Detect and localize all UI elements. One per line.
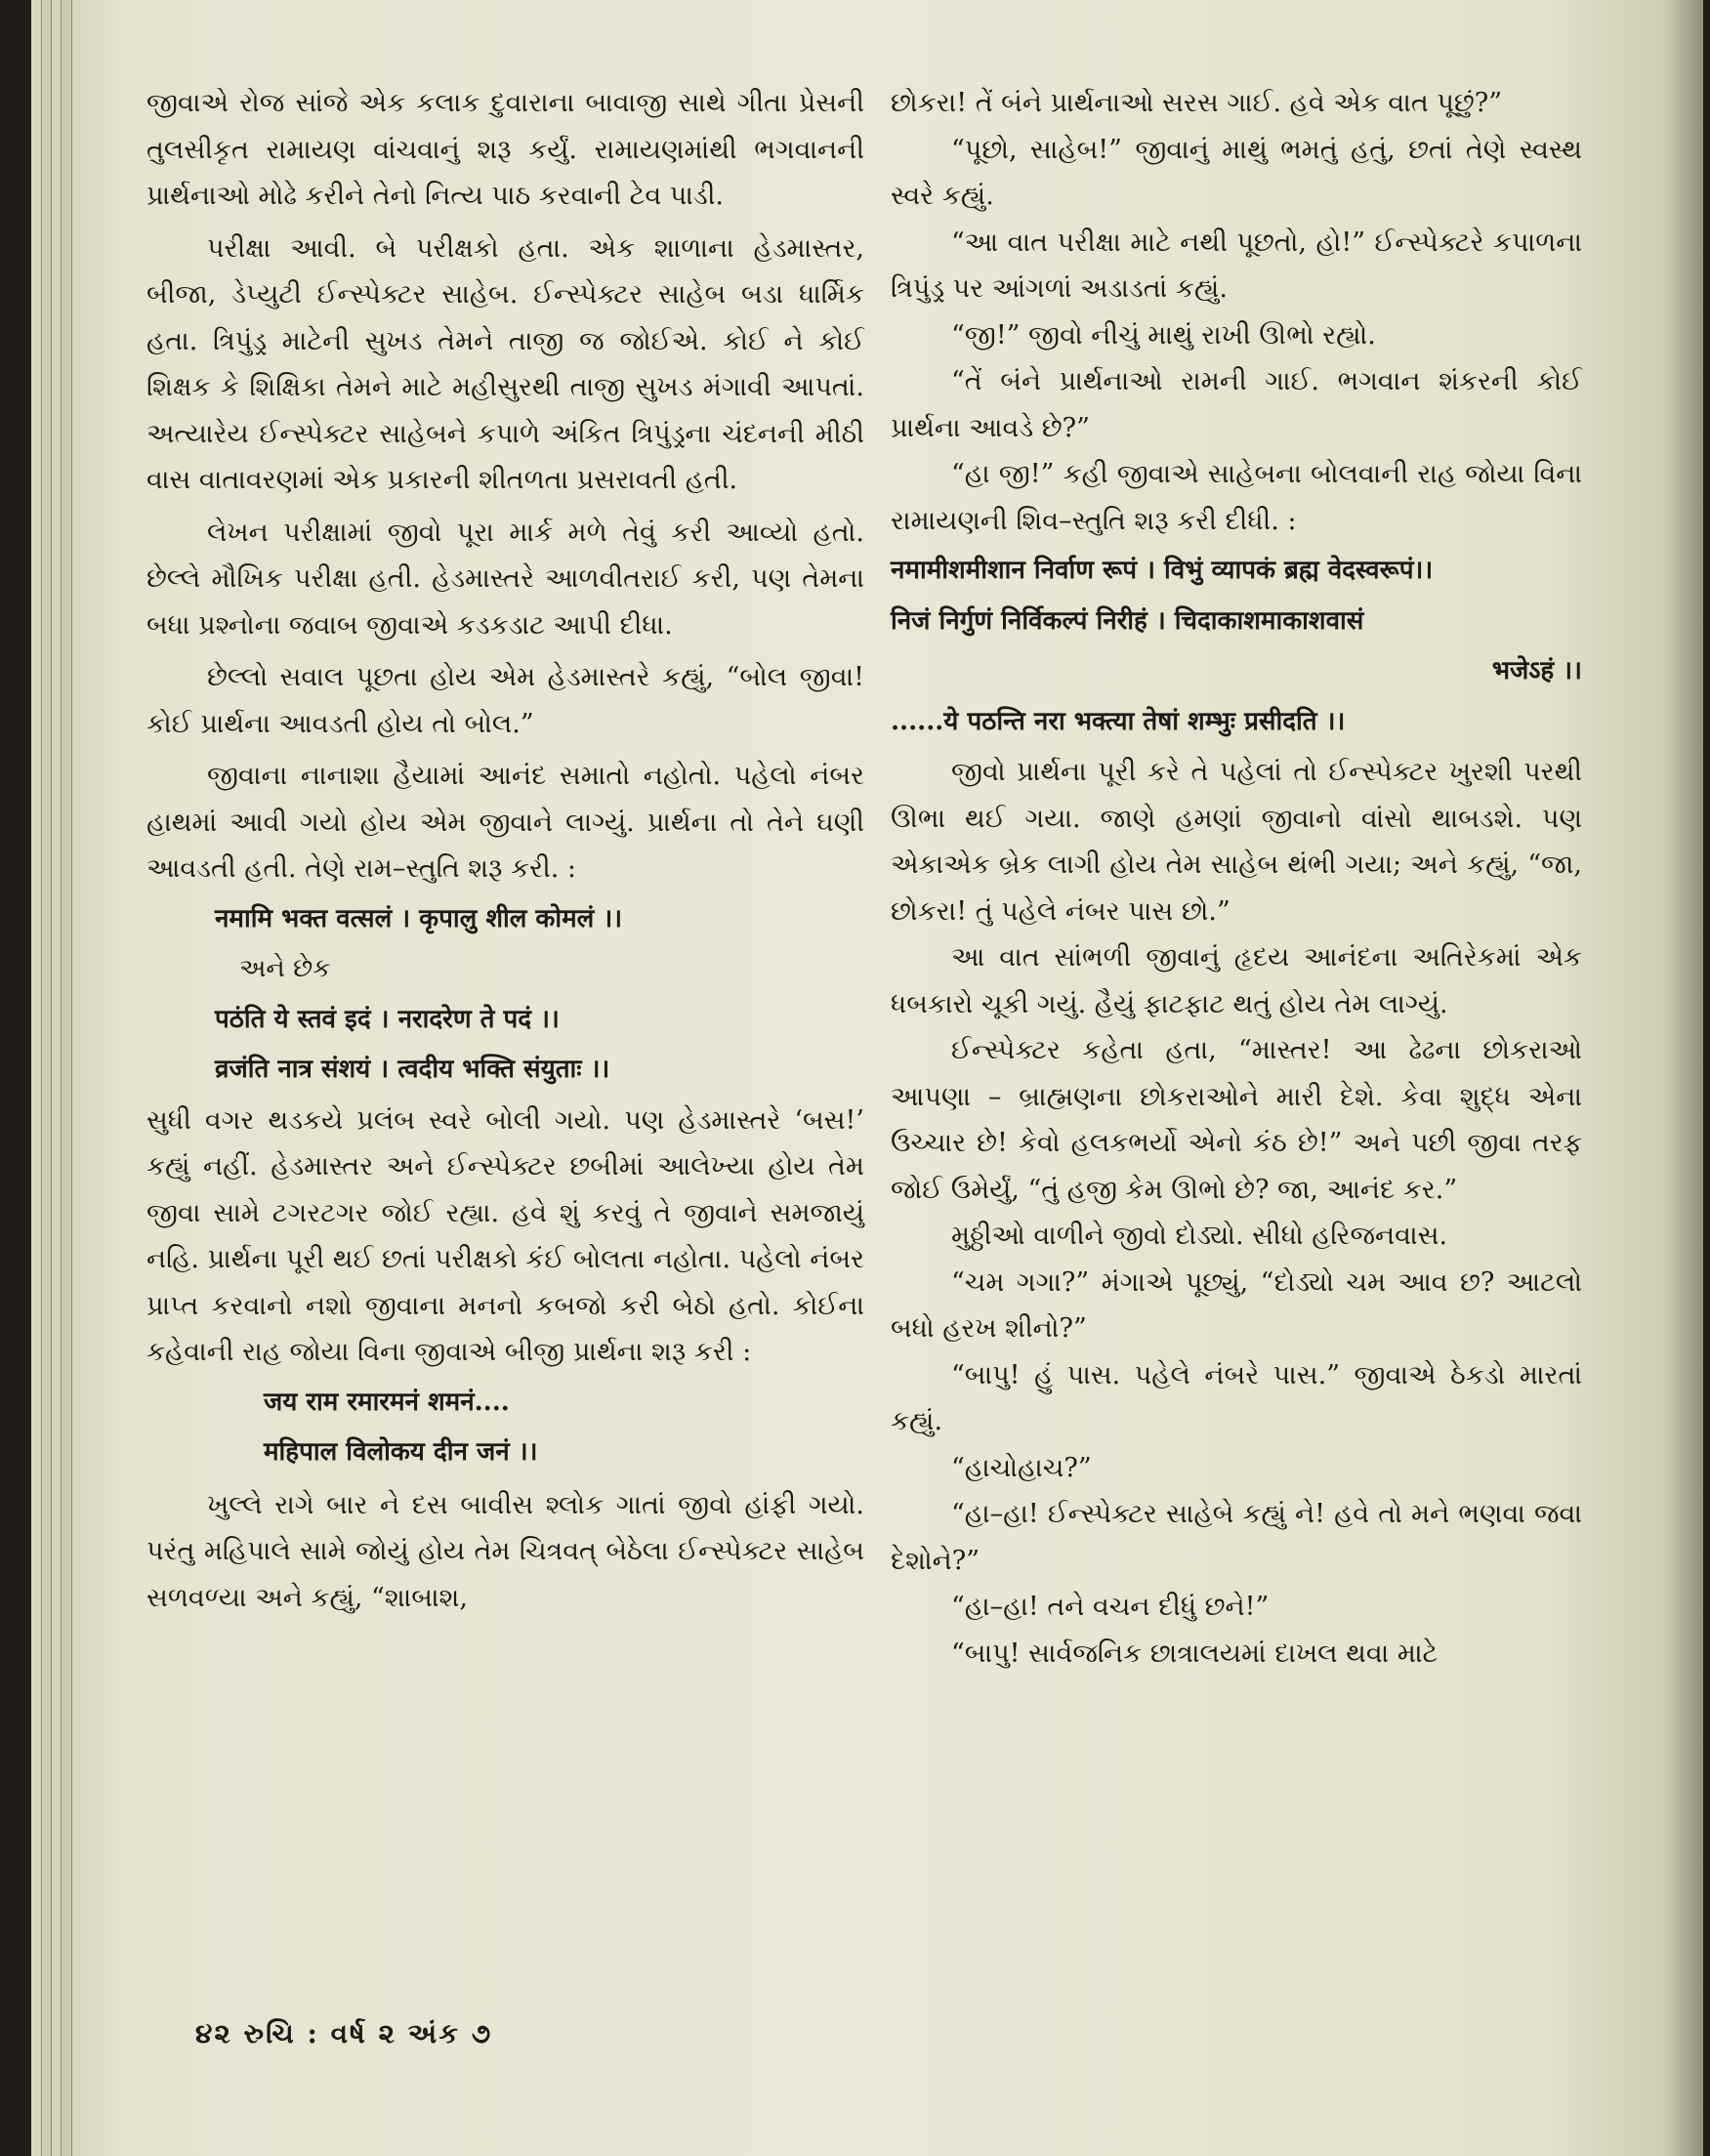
paragraph: “હા જી!” કહી જીવાએ સાહેબના બોલવાની રાહ જોયા વિના રામાયણની શિવ–સ્તુતિ શરૂ કરી દીધી. : bbox=[891, 459, 1582, 536]
paragraph: “હા–હા! ઈન્સ્પેક્ટર સાહેબે કહ્યું ને! હવે તો મને ભણવા જવા દેશોને?” bbox=[891, 1499, 1582, 1576]
sanskrit-verse: भजेऽहं ।। bbox=[1491, 656, 1582, 685]
paragraph: ઈન્સ્પેક્ટર કહેતા હતા, “માસ્તર! આ ઢેઢના છોકરાઓ આપણા – બ્રાહ્મણના છોકરાઓને મારી દેશે. કેવા શુદ્ધ એના ઉચ્ચાર છે! કેવો હલકભર્યો એનો કંઠ છે!” અને પછી જીવા તરફ જોઈ ઉમેર્યું, “તું હજી કેમ ઊભો છે? જા, આનંદ કર.” bbox=[891, 1035, 1582, 1205]
sanskrit-verse: नमामीशमीशान निर्वाण रूपं । विभुं व्यापकं ब्रह्म वेदस्वरूपं।। bbox=[891, 556, 1434, 585]
paragraph: “તેં બંને પ્રાર્થનાઓ રામની ગાઈ. ભગવાન શંકરની કોઈ પ્રાર્થના આવડે છે?” bbox=[891, 366, 1582, 443]
sanskrit-verse: ......ये पठन्ति नरा भक्त्या तेषां शम्भुः प्रसीदति ।। bbox=[891, 706, 1346, 736]
paragraph: “હા–હા! તને વચન દીધું છને!” bbox=[951, 1592, 1270, 1622]
left-column bbox=[146, 80, 864, 1621]
sanskrit-verse: महिपाल विलोकय दीन जनं ।। bbox=[264, 1437, 538, 1467]
paragraph: જીવાએ રોજ સાંજે એક કલાક દુવારાના બાવાજી સાથે ગીતા પ્રેસની તુલસીકૃત રામાયણ વાંચવાનું શરૂ કર્યું. રામાયણમાંથી ભગવાનની પ્રાર્થનાઓ મોઢે કરીને તેનો નિત્ય પાઠ કરવાની ટેવ પાડી. bbox=[146, 88, 864, 211]
paragraph: ખુલ્લે રાગે બાર ને દસ બાવીસ શ્લોક ગાતાં જીવો હાંફી ગયો. પરંતુ મહિપાલે સામે જોયું હોય તેમ ચિત્રવત્ બેઠેલા ઈન્સ્પેક્ટર સાહેબ સળવળ્યા અને કહ્યું, “શાબાશ, bbox=[146, 1489, 864, 1613]
page-edge bbox=[52, 0, 62, 2156]
page-edge bbox=[31, 0, 42, 2156]
paragraph: મુઠ્ઠીઓ વાળીને જીવો દોડ્યો. સીધો હરિજનવાસ. bbox=[951, 1221, 1448, 1251]
paragraph: “ચમ ગગા?” મંગાએ પૂછ્યું, “દોડ્યો ચમ આવ છ? આટલો બધો હરખ શીનો?” bbox=[891, 1266, 1582, 1344]
sanskrit-verse: निजं निर्गुणं निर्विकल्पं निरीहं । चिदाकाशमाकाशवासं bbox=[891, 605, 1364, 636]
paragraph: આ વાત સાંભળી જીવાનું હૃદય આનંદના અતિરેકમાં એક ધબકારો ચૂકી ગયું. હૈયું ફાટફાટ થતું હોય તેમ લાગ્યું. bbox=[891, 942, 1582, 1019]
paragraph: “જી!” જીવો નીચું માથું રાખી ઊભો રહ્યો. bbox=[951, 319, 1376, 351]
paragraph: “હાચોહાચ?” bbox=[951, 1452, 1092, 1483]
page-edge bbox=[42, 0, 52, 2156]
paragraph: છોકરા! તેં બંને પ્રાર્થનાઓ સરસ ગાઈ. હવે એક વાત પૂછું?” bbox=[891, 88, 1502, 118]
paragraph: જીવો પ્રાર્થના પૂરી કરે તે પહેલાં તો ઈન્સ્પેક્ટર ખુરશી પરથી ઊભા થઈ ગયા. જાણે હમણાં જીવાનો વાંસો થાબડશે. પણ એકાએક બ્રેક લાગી હોય તેમ સાહેબ થંભી ગયા; અને કહ્યું, “જા, છોકરા! તું પહેલે નંબર પાસ છો.” bbox=[891, 757, 1582, 927]
paragraph: સુધી વગર થડકયે પ્રલંબ સ્વરે બોલી ગયો. પણ હેડમાસ્તરે ‘બસ!’ કહ્યું નહીં. હેડમાસ્તર અને ઈન્સ્પેક્ટર છબીમાં આલેખ્યા હોય તેમ જીવા સામે ટગરટગર જોઈ રહ્યા. હવે શું કરવું તે જીવાને સમજાયું નહિ. પ્રાર્થના પૂરી થઈ છતાં પરીક્ષકો કંઈ બોલતા નહોતા. પહેલો નંબર પ્રાપ્ત કરવાનો નશો જીવાના મનનો કબજો કરી બેઠો હતો. કોઈના કહેવાની રાહ જોયા વિના જીવાએ બીજી પ્રાર્થના શરૂ કરી : bbox=[146, 1104, 864, 1367]
right-column bbox=[891, 80, 1582, 1677]
page-gutter-shadow bbox=[1664, 0, 1703, 2156]
paragraph: જીવાના નાનાશા હૈયામાં આનંદ સમાતો નહોતો. પહેલો નંબર હાથમાં આવી ગયો હોય એમ જીવાને લાગ્યું. પ્રાર્થના તો તેને ઘણી આવડતી હતી. તેણે રામ–સ્તુતિ શરૂ કરી. : bbox=[146, 761, 864, 884]
paragraph: લેખન પરીક્ષામાં જીવો પૂરા માર્ક મળે તેવું કરી આવ્યો હતો. છેલ્લે મૌખિક પરીક્ષા હતી. હેડમાસ્તરે આળવીતરાઈ કરી, પણ તેમના બધા પ્રશ્નોના જવાબ જીવાએ કડકડાટ આપી દીધા. bbox=[146, 517, 864, 641]
paragraph: “બાપુ! હું પાસ. પહેલે નંબરે પાસ.” જીવાએ ઠેકડો મારતાં કહ્યું. bbox=[891, 1359, 1582, 1436]
paragraph: છેલ્લો સવાલ પૂછતા હોય એમ હેડમાસ્તરે કહ્યું, “બોલ જીવા! કોઈ પ્રાર્થના આવડતી હોય તો બોલ.” bbox=[146, 662, 864, 739]
sanskrit-verse: व्रजंति नात्र संशयं । त्वदीय भक्ति संयुताः ।। bbox=[215, 1055, 610, 1084]
paragraph: પરીક્ષા આવી. બે પરીક્ષકો હતા. એક શાળાના હેડમાસ્તર, બીજા, ડેપ્યુટી ઈન્સ્પેક્ટર સાહેબ. ઈન્સ્પેક્ટર સાહેબ બડા ધાર્મિક હતા. ત્રિપુંડ્ર માટેની સુખડ તેમને તાજી જ જોઈએ. કોઈ ને કોઈ શિક્ષક કે શિક્ષિકા તેમને માટે મહીસુરથી તાજી સુખડ મંગાવી આપતાં. અત્યારેય ઈન્સ્પેક્ટર સાહેબને કપાળે અંકિત ત્રિપુંડ્રના ચંદનની મીઠી વાસ વાતાવરણમાં એક પ્રકારની શીતળતા પ્રસરાવતી હતી. bbox=[146, 232, 864, 495]
sanskrit-verse: नमामि भक्त वत्सलं । कृपालु शील कोमलं ।। bbox=[215, 903, 623, 933]
paragraph: “આ વાત પરીક્ષા માટે નથી પૂછતો, હો!” ઈન્સ્પેક્ટરે કપાળના ત્રિપુંડ્ર પર આંગળાં અડાડતાં કહ્યું. bbox=[891, 227, 1582, 304]
paragraph: “બાપુ! સાર્વજનિક છાત્રાલયમાં દાખલ થવા માટે bbox=[951, 1638, 1439, 1669]
verse-connector: અને છેક bbox=[239, 954, 331, 983]
page-footer: ૪૨ રુચિ : વર્ષ ૨ અંક ૭ bbox=[195, 2017, 493, 2050]
sanskrit-verse: जय राम रमारमनं शमनं.... bbox=[264, 1387, 510, 1417]
sanskrit-verse: पठंति ये स्तवं इदं । नरादरेण ते पदं ।। bbox=[215, 1004, 560, 1034]
paragraph: “પૂછો, સાહેબ!” જીવાનું માથું ભમતું હતું, છતાં તેણે સ્વસ્થ સ્વરે કહ્યું. bbox=[891, 134, 1582, 211]
page-edge bbox=[62, 0, 72, 2156]
